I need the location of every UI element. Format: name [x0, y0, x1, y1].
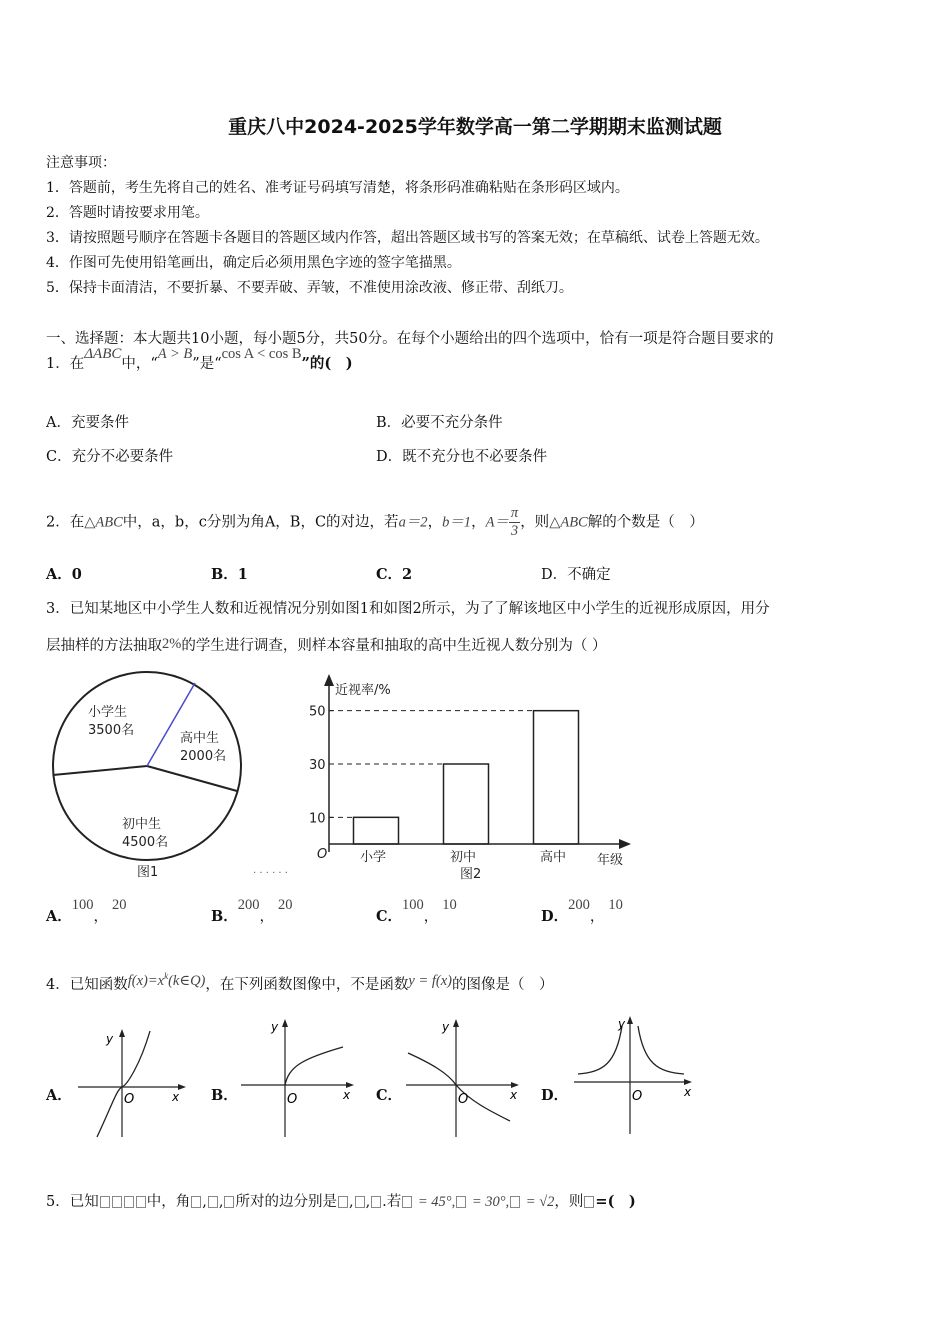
q3-option-b: [211, 897, 293, 926]
q5-text: =( ): [595, 1193, 636, 1210]
pie-divider: [147, 766, 237, 791]
q5-condition: = 30°,: [471, 1194, 510, 1210]
q3-option-sep: ，: [423, 909, 439, 925]
q4-domain: (k∈Q): [168, 973, 206, 989]
q3-option-value: 100: [402, 897, 424, 913]
notice-item: 3．请按照题号顺序在答题卡各题目的答题区域内作答，超出答题区域书写的答案无效；在草稿纸、试卷上答题无效。: [46, 230, 769, 246]
y-tick-label: 30: [309, 758, 326, 773]
y-axis-arrow: [627, 1016, 633, 1024]
q3-option-d: [541, 897, 623, 926]
axis-origin-label: O: [124, 1092, 135, 1107]
q2-text: 中，a，b，c分别为角A，B，C的对边，若: [122, 514, 399, 531]
q3-option-a: [46, 897, 127, 926]
bar-小学: [354, 817, 399, 844]
question-4: [46, 973, 553, 994]
q2-triangle: △ABC: [549, 514, 588, 531]
q4-graph-b: [235, 1015, 360, 1140]
q5-text: 所对的边分别是: [235, 1194, 337, 1210]
q2-comma: ，: [471, 514, 486, 531]
pie-label-middle: 初中生: [122, 817, 162, 832]
q2-text: 解的个数是（ ）: [587, 514, 704, 531]
q3-option-value: 200: [237, 897, 260, 913]
q3-option-value: 100: [71, 897, 94, 913]
notice-item: 2．答题时请按要求用笔。: [46, 205, 209, 221]
q5-text: ，则: [554, 1194, 584, 1210]
q1-text: 中，“: [121, 356, 158, 372]
x-tick-label: 初中: [450, 850, 477, 865]
origin-label: O: [317, 847, 328, 862]
bar-chart-figure: [305, 672, 640, 882]
q3-option-letter: A．: [46, 908, 72, 925]
q1-option-d: D．既不充分也不必要条件: [376, 449, 548, 465]
q2-a: a＝2: [398, 514, 428, 531]
axis-y-label: y: [618, 1017, 626, 1031]
q2-num: 2．在: [46, 514, 85, 531]
q4-option-d: D．: [541, 1087, 569, 1104]
q4-exponent: k: [164, 971, 169, 982]
question-2: [46, 505, 704, 540]
notice-heading: 注意事项：: [46, 155, 116, 171]
bar-初中: [444, 764, 489, 844]
axis-y-label: y: [106, 1032, 114, 1046]
q4-graph-c: [400, 1015, 525, 1140]
q3-option-value: 20: [112, 897, 127, 913]
q5-condition: = √2: [525, 1194, 555, 1210]
q3-option-letter: B．: [211, 908, 238, 925]
q4-function: f(x)=x: [127, 973, 165, 989]
q5-text: 中，角: [146, 1194, 191, 1210]
bar-chart-caption: 图2: [460, 867, 482, 882]
question-3-line2: [46, 634, 606, 655]
q3-option-sep: ，: [93, 909, 109, 925]
pie-count-primary: 3500名: [88, 723, 135, 738]
curve-left: [578, 1026, 622, 1074]
q3-option-value: 10: [608, 897, 623, 913]
q4-option-a: A．: [46, 1087, 72, 1104]
question-5: 5．已知 中，角 , , 所对的边分别是 , , .若 = 45°, = 30°, = √2，则 =( ): [46, 1193, 636, 1210]
q4-text: 的图像是（ ）: [451, 977, 554, 993]
axis-origin-label: O: [287, 1092, 298, 1107]
q2-triangle: △ABC: [84, 514, 123, 531]
curve: [285, 1047, 343, 1085]
pie-chart-figure: [40, 668, 255, 888]
q1-text: ”的( ): [301, 355, 353, 372]
q2-option-b: B．1: [211, 566, 248, 583]
x-axis-label: 年级: [597, 853, 624, 868]
q3-option-c: [376, 897, 457, 926]
q3-option-letter: C．: [376, 908, 403, 925]
notice-item: 1．答题前，考生先将自己的姓名、准考证号码填写清楚，将条形码准确粘贴在条形码区域内。: [46, 180, 629, 196]
q1-option-a: A．充要条件: [46, 415, 129, 431]
q3-option-value: 20: [278, 897, 293, 913]
q1-triangle: ΔABC: [84, 346, 122, 362]
y-axis-arrow: [324, 674, 334, 686]
section-heading: 一、选择题：本大题共10小题，每小题5分，共50分。在每个小题给出的四个选项中，恰有一项是符合题目要求的: [46, 331, 774, 347]
axis-x-label: x: [684, 1085, 692, 1099]
question-3-line1: 3．已知某地区中小学生人数和近视情况分别如图1和如图2所示，为了了解该地区中小学生的近视形成原因，用分: [46, 601, 770, 617]
axis-y-label: y: [442, 1020, 450, 1034]
q4-y-eq: y = f(x): [408, 973, 452, 989]
notice-item: 5．保持卡面清洁，不要折暴、不要弄破、弄皱，不准使用涂改液、修正带、刮纸刀。: [46, 280, 573, 296]
q1-cos-condition: cos A < cos B: [221, 346, 302, 362]
q3-option-sep: ，: [589, 909, 605, 925]
q5-num: 5．已知: [46, 1194, 99, 1210]
y-tick-label: 10: [309, 811, 326, 827]
axis-x-label: x: [510, 1088, 518, 1102]
axis-x-label: x: [172, 1090, 180, 1104]
q3-option-sep: ，: [259, 909, 275, 925]
notice-item: 4．作图可先使用铅笔画出，确定后必须用黑色字迹的签字笔描黑。: [46, 255, 461, 271]
page-title: 重庆八中2024-2025学年数学高一第二学期期末监测试题: [228, 116, 722, 138]
axis-x-label: x: [343, 1088, 351, 1102]
q2-option-a: A．0: [46, 566, 82, 583]
bar-高中: [534, 711, 579, 844]
q5-text: .若: [382, 1194, 402, 1210]
q3-text: 的学生进行调查，则样本容量和抽取的高中生近视人数分别为（ ）: [181, 638, 607, 654]
q3-option-value: 200: [568, 897, 590, 913]
x-axis-arrow: [619, 839, 631, 849]
q4-option-b: B．: [211, 1087, 238, 1104]
curve: [408, 1053, 510, 1121]
axis-y-label: y: [271, 1020, 279, 1034]
q4-graph-a: [72, 1025, 192, 1140]
q1-text: ”是“: [192, 356, 222, 372]
x-axis-arrow: [178, 1084, 186, 1090]
q2-text: ，则: [520, 514, 550, 531]
pie-caption: 图1: [137, 865, 159, 880]
q1-option-c: C．充分不必要条件: [46, 449, 174, 465]
pie-label-primary: 小学生: [88, 705, 128, 720]
pie-divider: [53, 766, 147, 775]
pie-count-high: 2000名: [180, 749, 227, 764]
q3-option-value: 10: [442, 897, 457, 913]
q4-num: 4．已知函数: [46, 977, 128, 993]
y-axis-arrow: [282, 1019, 288, 1027]
q2-fraction: [509, 505, 520, 540]
x-tick-label: 小学: [360, 850, 387, 865]
q2-comma: ，: [427, 514, 443, 531]
q4-graph-d: [568, 1012, 698, 1137]
curve-right: [638, 1026, 684, 1074]
q3-text: 层抽样的方法抽取: [46, 638, 162, 654]
y-axis-arrow: [119, 1029, 125, 1037]
question-1: [46, 346, 353, 373]
y-tick-label: 50: [309, 704, 326, 720]
q1-num: 1．在: [46, 356, 85, 372]
q4-option-c: C．: [376, 1087, 403, 1104]
q2-option-c: C．2: [376, 566, 413, 583]
pie-count-middle: 4500名: [122, 835, 169, 850]
pie-label-high: 高中生: [180, 731, 220, 746]
q2-fraction-den: 3: [510, 523, 519, 539]
axis-origin-label: O: [458, 1092, 469, 1107]
q2-option-d: D．不确定: [541, 567, 611, 583]
x-tick-label: 高中: [540, 850, 567, 865]
q2-angle-a: A＝: [485, 514, 509, 531]
curve: [97, 1031, 150, 1137]
y-axis-label: 近视率/%: [335, 683, 391, 698]
q1-option-b: B．必要不充分条件: [376, 415, 503, 431]
q4-text: ，在下列函数图像中，不是函数: [205, 977, 409, 993]
q3-option-letter: D．: [541, 908, 569, 925]
q1-condition: A > B: [157, 346, 193, 362]
y-axis-arrow: [453, 1019, 459, 1027]
axis-origin-label: O: [632, 1089, 643, 1104]
q5-condition: = 45°,: [417, 1194, 456, 1210]
q3-percent: 2%: [162, 636, 182, 652]
q2-fraction-num: π: [510, 505, 519, 521]
q2-b: b＝1: [442, 514, 472, 531]
